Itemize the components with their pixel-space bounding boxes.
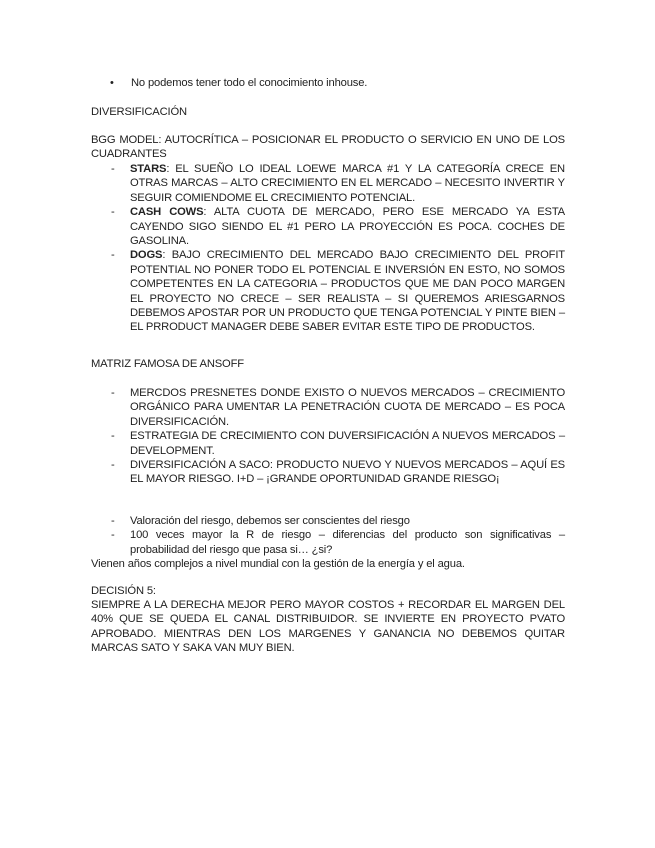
quadrant-term: DOGS: [130, 249, 163, 262]
dash-mark: -: [111, 249, 115, 262]
intro-bullet-text: No podemos tener todo el conocimiento inhouse.: [131, 77, 368, 89]
riesgo-closing-line: Vienen años complejos a nivel mundial con la gestión de la energía y el agua.: [91, 558, 465, 570]
dash-mark: -: [111, 163, 115, 175]
quadrant-description: : ALTA CUOTA DE MERCADO, PERO ESE MERCADO YA ESTA CAYENDO SIGO SIENDO EL #1 PERO LA PROYECCIÓN ES POCA. COCHES DE GASOLINA.: [130, 206, 565, 248]
ansoff-item-text: DIVERSIFICACIÓN A SACO: PRODUCTO NUEVO Y NUEVOS MERCADOS – AQUÍ ES EL MAYOR RIESGO. I+D – ¡GRANDE OPORTUNIDAD GRANDE RIESGO¡: [130, 459, 565, 486]
riesgo-list: [111, 514, 565, 557]
quadrant-description: : EL SUEÑO LO IDEAL LOEWE MARCA #1 Y LA CATEGORÍA CRECE EN OTRAS MARCAS – ALTO CRECIMIENTO EN EL MERCADO – NECESITO INVERTIR Y SEGUIR COMIENDOME EL CRECIMIENTO POTENCIAL.: [130, 163, 565, 204]
riesgo-item: [111, 514, 565, 528]
ansoff-heading: MATRIZ FAMOSA DE ANSOFF: [91, 358, 244, 370]
bgg-quadrant-list: [111, 162, 565, 335]
dash-mark: -: [111, 529, 115, 542]
riesgo-item-text: 100 veces mayor la R de riesgo – diferencias del producto son significativas – probabilidad del riesgo que pasa si… ¿si?: [130, 529, 565, 556]
dash-mark: -: [111, 387, 115, 399]
quadrant-item-dogs: [111, 248, 565, 334]
quadrant-term: CASH COWS: [130, 206, 204, 219]
ansoff-item-text: MERCDOS PRESNETES DONDE EXISTO O NUEVOS MERCADOS – CRECIMIENTO ORGÁNICO PARA UMENTAR LA PENETRACIÓN CUOTA DE MERCADO – ES POCA DIVERSIFICACIÓN.: [130, 387, 565, 428]
quadrant-description: : BAJO CRECIMIENTO DEL MERCADO BAJO CRECIMIENTO DEL PROFIT POTENTIAL NO PONER TODO EL POTENCIAL E INVERSIÓN EN ESTO, NO SOMOS COMPETENTES EN LA CATEGORIA – PRODUCTOS QUE ME DAN POCO MARGEN EL PROYECTO NO CRECE – SER REALISTA – SI QUEREMOS ARIESGARNOS DEBEMOS APOSTAR POR UN PRODUCTO QUE TENGA POTENCIAL Y PINTE BIEN – EL PRRODUCT MANAGER DEBE SABER EVITAR ESTE TIPO DE PRODUCTOS.: [130, 249, 565, 334]
ansoff-list: [111, 386, 565, 487]
riesgo-item-text: Valoración del riesgo, debemos ser conscientes del riesgo: [130, 515, 410, 527]
quadrant-term: STARS: [130, 163, 167, 175]
decision-body: SIEMPRE A LA DERECHA MEJOR PERO MAYOR COSTOS + RECORDAR EL MARGEN DEL 40% QUE SE QUEDA EL CANAL DISTRIBUIDOR. SE INVIERTE EN PROYECTO PVATO APROBADO. MIENTRAS DEN LOS MARGENES Y GANANCIA NO DEBEMOS QUITAR MARCAS SATO Y SAKA VAN MUY BIEN.: [91, 599, 565, 655]
decision-heading: DECISIÓN 5:: [91, 585, 156, 597]
dash-mark: -: [111, 459, 115, 472]
ansoff-item-text: ESTRATEGIA DE CRECIMIENTO CON DUVERSIFICACIÓN A NUEVOS MERCADOS – DEVELOPMENT.: [130, 430, 565, 457]
dash-mark: -: [111, 515, 115, 527]
diversificacion-heading: DIVERSIFICACIÓN: [91, 106, 187, 118]
bgg-model-intro: BGG MODEL: AUTOCRÍTICA – POSICIONAR EL PRODUCTO O SERVICIO EN UNO DE LOS CUADRANTES: [91, 134, 565, 161]
ansoff-item: [111, 429, 565, 458]
ansoff-item: [111, 386, 565, 429]
bullet-mark: •: [110, 77, 114, 89]
quadrant-item-cash-cows: [111, 205, 565, 248]
dash-mark: -: [111, 206, 115, 219]
ansoff-item: [111, 458, 565, 487]
riesgo-item: [111, 528, 565, 557]
quadrant-item-stars: [111, 162, 565, 205]
dash-mark: -: [111, 430, 115, 443]
